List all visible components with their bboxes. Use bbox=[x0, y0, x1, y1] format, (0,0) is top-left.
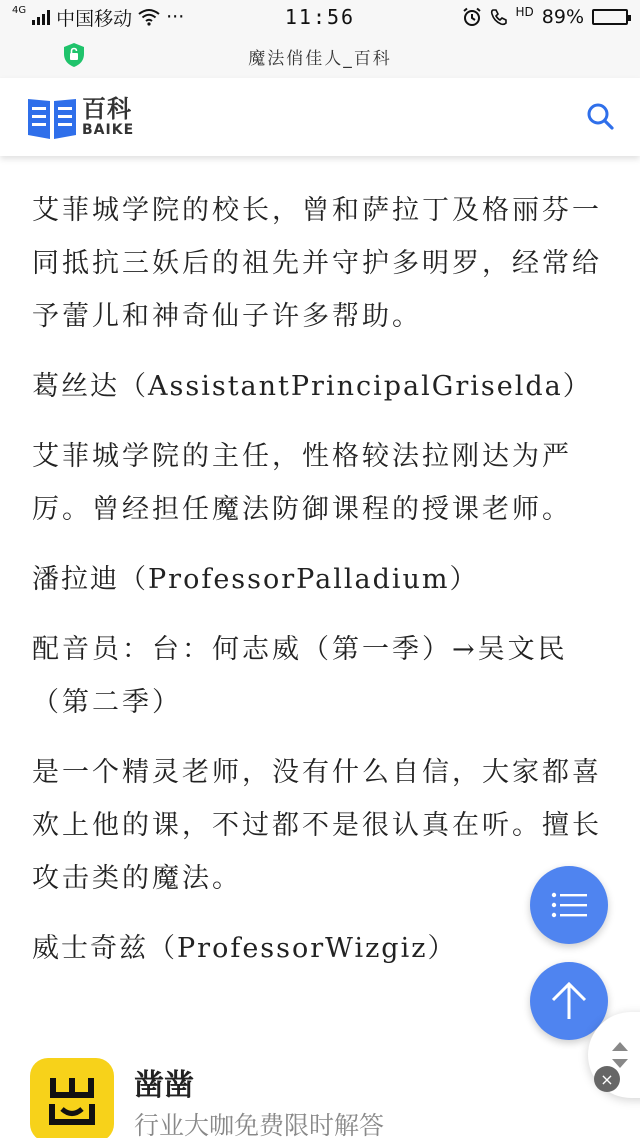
shield-lock-icon bbox=[62, 42, 86, 68]
status-bar bbox=[0, 0, 640, 34]
logo-chinese: 百科 bbox=[82, 95, 132, 123]
more-indicator: ··· bbox=[166, 6, 185, 28]
battery-icon bbox=[592, 9, 628, 25]
search-icon[interactable] bbox=[586, 102, 614, 130]
status-right bbox=[462, 6, 629, 28]
ad-banner[interactable] bbox=[0, 1050, 640, 1138]
character-name-wizgiz: 威士奇兹（ProfessorWizgiz） bbox=[32, 933, 457, 964]
network-type: 4G bbox=[12, 5, 27, 16]
logo-text bbox=[82, 97, 134, 137]
page-url-title[interactable]: 魔法俏佳人_百科 bbox=[248, 48, 392, 69]
list-icon bbox=[551, 891, 587, 919]
ad-app-name[interactable]: 凿凿 bbox=[134, 1068, 194, 1103]
paragraph-palladium: 是一个精灵老师，没有什么自信，大家都喜欢上他的课，不过都不是很认真在听。擅长攻击类的魔法。 bbox=[32, 757, 602, 894]
app-logo-icon bbox=[44, 1072, 100, 1128]
battery-percent: 89% bbox=[541, 6, 584, 28]
signal-icon bbox=[32, 9, 50, 25]
carrier-name: 中国移动 bbox=[56, 7, 133, 30]
alarm-icon bbox=[462, 7, 482, 27]
paragraph-voice-actor: 配音员：台：何志威（第一季）→吴文民（第二季） bbox=[32, 634, 568, 718]
ad-close-button[interactable]: × bbox=[594, 1066, 620, 1092]
hd-label: HD bbox=[515, 5, 534, 19]
logo-english: BAIKE bbox=[82, 122, 135, 138]
character-name-palladium: 潘拉迪（ProfessorPalladium） bbox=[32, 564, 479, 595]
clock: 11:56 bbox=[284, 5, 356, 29]
status-left bbox=[12, 4, 184, 31]
baike-logo[interactable] bbox=[28, 95, 134, 139]
call-icon bbox=[490, 8, 508, 26]
arrow-up-icon bbox=[550, 981, 588, 1021]
paragraph-principal: 艾菲城学院的校长，曾和萨拉丁及格丽芬一同抵抗三妖后的祖先并守护多明罗，经常给予蕾儿和神奇仙子许多帮助。 bbox=[32, 195, 602, 332]
book-logo-icon bbox=[28, 95, 76, 139]
ad-slogan[interactable]: 行业大咖免费限时解答 bbox=[134, 1111, 385, 1138]
article-body bbox=[32, 184, 612, 992]
ad-app-logo[interactable] bbox=[30, 1058, 114, 1138]
wifi-icon bbox=[138, 8, 160, 26]
scroll-down-icon[interactable] bbox=[612, 1059, 628, 1068]
site-header bbox=[0, 78, 640, 156]
url-bar[interactable] bbox=[0, 34, 640, 78]
paragraph-griselda: 艾菲城学院的主任，性格较法拉刚达为严厉。曾经担任魔法防御课程的授课老师。 bbox=[32, 441, 572, 525]
scroll-up-icon[interactable] bbox=[612, 1042, 628, 1051]
table-of-contents-button[interactable] bbox=[530, 866, 608, 944]
character-name-griselda: 葛丝达（AssistantPrincipalGriselda） bbox=[32, 371, 592, 402]
